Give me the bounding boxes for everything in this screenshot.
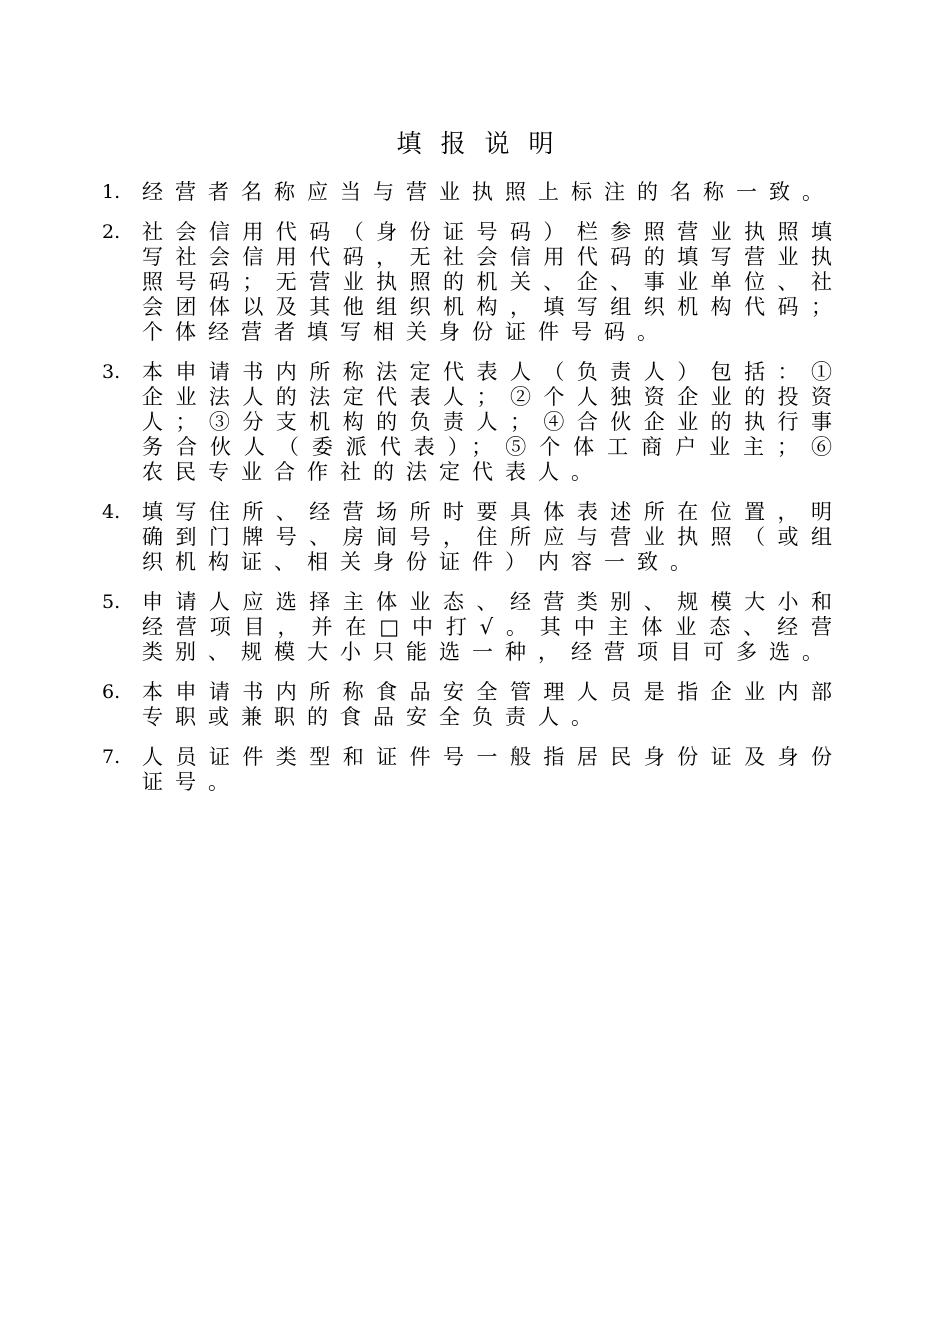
item-number: 1. [102, 181, 121, 203]
instruction-list [102, 180, 844, 810]
list-item [102, 680, 844, 730]
item-number: 6. [102, 681, 121, 703]
item-text: 本申请书内所称法定代表人（负责人）包括：①企业法人的法定代表人；②个人独资企业的投资人；③分支机构的负责人；④合伙企业的执行事务合伙人（委派代表）；⑤个体工商户业主；⑥农民专业合作社的法定代表人。 [142, 360, 844, 484]
list-item [102, 220, 844, 345]
list-item [102, 360, 844, 485]
list-item [102, 590, 844, 665]
item-text: 人员证件类型和证件号一般指居民身份证及身份证号。 [142, 745, 844, 794]
item-text: 社会信用代码（身份证号码）栏参照营业执照填写社会信用代码，无社会信用代码的填写营业执照号码；无营业执照的机关、企、事业单位、社会团体以及其他组织机构，填写组织机构代码；个体经营者填写相关身份证件号码。 [142, 220, 844, 344]
list-item [102, 745, 844, 795]
item-number: 5. [102, 591, 121, 613]
list-item [102, 180, 835, 205]
item-number: 7. [102, 746, 121, 768]
item-number: 4. [102, 501, 121, 523]
item-number: 2. [102, 221, 121, 243]
list-item [102, 500, 844, 575]
item-text: 本申请书内所称食品安全管理人员是指企业内部专职或兼职的食品安全负责人。 [142, 680, 844, 729]
item-text: 经营者名称应当与营业执照上标注的名称一致。 [142, 180, 835, 204]
item-number: 3. [102, 361, 121, 383]
page-title: 填报说明 [396, 129, 573, 158]
item-text: 申请人应选择主体业态、经营类别、规模大小和经营项目，并在□中打√。其中主体业态、经营类别、规模大小只能选一种，经营项目可多选。 [142, 590, 844, 664]
item-text: 填写住所、经营场所时要具体表述所在位置，明确到门牌号、房间号，住所应与营业执照（或组织机构证、相关身份证件）内容一致。 [142, 500, 844, 574]
